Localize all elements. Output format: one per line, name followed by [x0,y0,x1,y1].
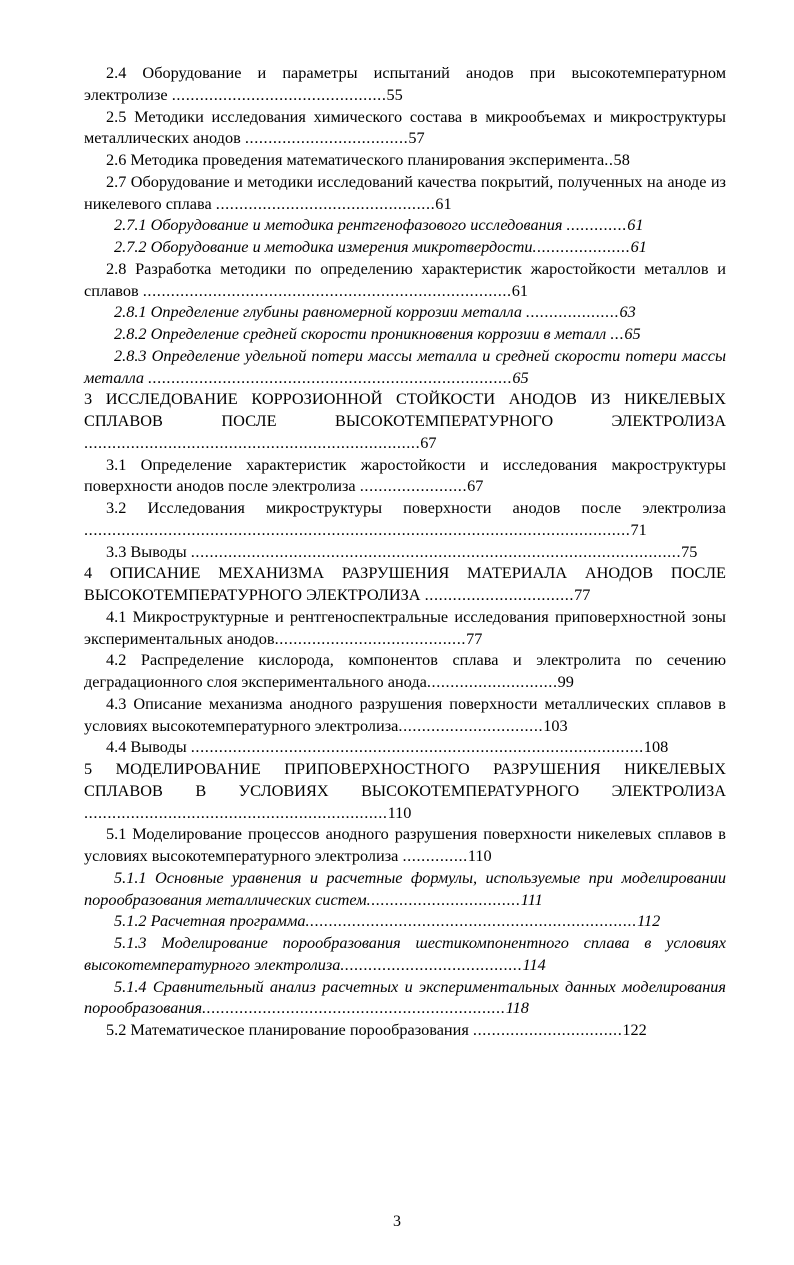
toc-entry-page: 55 [386,84,403,104]
toc-entry-page: 77 [574,585,591,604]
toc-entry-title: 5.1 Моделирование процессов анодного разрушения поверхности никелевых сплавов в условиях высокотемпературного электролиза [84,824,726,865]
toc-entry-title: 2.7.1 Оборудование и методика рентгенофазового исследования [114,215,567,235]
toc-entry-leader: ....................................................................... [305,911,638,931]
toc-entry-tail [191,542,698,561]
toc-entry-page: 61 [435,193,452,213]
toc-entry-page: 111 [520,889,543,909]
toc-entry-leader: ............................ [426,672,558,691]
toc-entry[interactable] [84,388,726,453]
toc-entry-tail [566,215,643,234]
toc-entry-title: 2.8.1 Определение глубины равномерной коррозии металла [114,302,527,322]
toc-entry-page: 61 [511,280,529,300]
toc-entry-page: 71 [630,519,647,539]
toc-entry[interactable] [84,454,726,498]
toc-entry-page: 65 [624,324,641,343]
toc-entry-title: 4.1 Микроструктурные и рентгеноспектральные исследования приповерхностной зоны экспериментальных анодов [84,606,726,648]
toc-entry-title: 5.1.2 Расчетная программа [114,911,306,931]
toc-entry-title: 3.2 Исследования микроструктуры поверхности анодов после электролиза [106,498,726,517]
toc-entry[interactable] [84,606,726,650]
toc-entry-tail [367,890,543,909]
toc-entry-tail [533,237,647,256]
toc-entry-page: 112 [637,911,661,931]
toc-entry-page: 77 [466,628,483,648]
toc-entry-title: 3 ИССЛЕДОВАНИЕ КОРРОЗИОННОЙ СТОЙКОСТИ АНОДОВ ИЗ НИКЕЛЕВЫХ СПЛАВОВ ПОСЛЕ ВЫСОКОТЕМПЕРАТУРНОГО ЭЛЕКТРОЛИЗА [84,389,726,430]
toc-entry-title: 4.2 Распределение кислорода, компонентов сплава и электролита по сечению деградационного слоя экспериментального анода [84,650,726,691]
toc-entry-tail [610,324,640,343]
toc-entry-tail [191,737,668,756]
toc-entry-page: 108 [643,737,669,757]
toc-entry-leader: .............. [402,846,468,865]
toc-entry-leader: ............................................... [215,193,436,213]
toc-entry-tail [526,302,636,321]
toc-entry-page: 75 [681,541,698,561]
toc-entry-leader: ..................... [532,237,631,256]
table-of-contents [84,62,726,1041]
toc-entry[interactable] [84,932,726,976]
toc-entry-tail [148,368,529,387]
toc-entry-leader: ........................................................................ [84,432,421,452]
toc-entry-title: 2.6 Методика проведения математического планирования эксперимента [106,150,605,169]
toc-entry-tail [473,1020,647,1039]
toc-entry-tail [84,803,411,822]
toc-entry-page: 122 [622,1020,647,1039]
toc-entry-title: 2.8 Разработка методики по определению характеристик жаростойкости металлов и сплавов [84,258,726,300]
toc-entry-title: 5.1.3 Моделирование порообразования шестикомпонентного сплава в условиях высокотемпературного электролиза [84,933,726,974]
toc-entry[interactable] [84,106,726,150]
toc-entry[interactable] [84,497,726,541]
toc-entry-tail [275,629,483,648]
toc-entry-page: 61 [627,215,644,235]
toc-entry-tail [202,998,529,1017]
toc-entry-title: 2.8.3 Определение удельной потери массы металла и средней скорости потери массы металла [84,345,726,387]
toc-entry-tail [216,194,452,213]
toc-entry[interactable] [84,258,726,302]
toc-entry-page: 67 [420,432,437,452]
toc-entry-leader: ................................... [244,128,409,148]
toc-entry-leader: ......................................... [274,628,467,648]
toc-entry-title: 4.4 Выводы [106,737,191,757]
toc-entry-title: 5 МОДЕЛИРОВАНИЕ ПРИПОВЕРХНОСТНОГО РАЗРУШЕНИЯ НИКЕЛЕВЫХ СПЛАВОВ В УСЛОВИЯХ ВЫСОКОТЕМПЕРАТУРНОГО ЭЛЕКТРОЛИЗА [84,759,726,800]
toc-entry-title: 5.1.4 Сравнительный анализ расчетных и экспериментальных данных моделирования порообразования [84,976,726,1018]
toc-entry-leader: ................................ [472,1020,623,1039]
toc-entry[interactable] [84,910,726,932]
toc-entry-page: 114 [522,954,546,974]
toc-entry-title: 2.8.2 Определение средней скорости проникновения коррозии в металл [114,324,611,343]
toc-entry-tail [143,281,528,300]
toc-entry-page: 58 [613,150,630,169]
toc-entry-leader: ... [610,324,625,343]
toc-entry-leader: .. [604,150,614,169]
toc-entry-title: 5.1.1 Основные уравнения и расчетные формулы, используемые при моделировании порообразования металлических систем [84,867,726,909]
toc-entry[interactable] [84,236,726,258]
toc-entry-tail [604,150,630,169]
toc-entry-leader: ............. [566,215,628,235]
toc-entry-leader: ......................................................................................................... [190,541,682,561]
toc-entry-page: 63 [619,302,636,322]
toc-entry[interactable] [84,649,726,693]
toc-entry-tail [402,846,491,865]
toc-entry-leader: .............................................. [171,84,387,104]
toc-entry-leader: .................... [526,302,620,322]
toc-entry-leader: ..................................................................................................................... [84,519,631,539]
toc-entry[interactable] [84,345,726,389]
toc-entry-title: 2.4 Оборудование и параметры испытаний анодов при высокотемпературном электролизе [84,63,726,104]
toc-entry-page: 118 [505,998,529,1018]
toc-entry-title: 2.5 Методики исследования химического состава в микрообъемах и микроструктуры металлических анодов [84,106,726,148]
toc-entry-tail [84,433,437,452]
toc-entry[interactable] [84,562,726,606]
toc-entry-page: 61 [630,237,647,256]
toc-entry[interactable] [84,323,726,345]
toc-entry[interactable] [84,1019,726,1041]
toc-entry[interactable] [84,867,726,911]
toc-entry-title: 5.2 Математическое планирование порообразования [106,1020,473,1039]
toc-entry[interactable] [84,758,726,823]
toc-entry-tail [425,585,591,604]
toc-entry-title: 3.3 Выводы [106,541,191,561]
toc-entry-tail [427,672,574,691]
toc-entry-page: 67 [467,476,484,496]
page-number: 3 [393,1213,401,1230]
toc-entry-page: 110 [467,846,492,865]
toc-entry-leader: ................................................................. [202,998,506,1018]
toc-entry-page: 57 [408,128,425,148]
toc-entry-tail [360,476,484,495]
toc-entry-page: 110 [387,802,412,822]
toc-entry-leader: ................................ [424,585,575,604]
toc-entry-title: 3.1 Определение характеристик жаростойкости и исследования макроструктуры поверхности анодов после электролиза [84,454,726,496]
toc-entry[interactable] [84,214,726,236]
toc-entry-tail [398,716,567,735]
toc-entry-page: 65 [512,367,529,387]
toc-entry[interactable] [84,976,726,1020]
toc-entry-page: 99 [557,672,574,691]
toc-entry-tail [172,85,403,104]
toc-entry-leader: ................................................................................................. [190,737,644,757]
toc-entry-leader: ................................. [366,889,521,909]
toc-entry-leader: .............................................................................. [148,367,513,387]
toc-entry-title: 4 ОПИСАНИЕ МЕХАНИЗМА РАЗРУШЕНИЯ МАТЕРИАЛА АНОДОВ ПОСЛЕ ВЫСОКОТЕМПЕРАТУРНОГО ЭЛЕКТРОЛИЗА [84,563,726,604]
toc-entry[interactable] [84,149,726,171]
toc-entry[interactable] [84,736,726,758]
toc-entry[interactable] [84,301,726,323]
toc-entry-title: 4.3 Описание механизма анодного разрушения поверхности металлических сплавов в условиях высокотемпературного электролиза [84,693,726,735]
toc-entry-leader: ................................................................. [84,802,388,822]
toc-entry-leader: ............................... [398,715,544,735]
toc-entry-title: 2.7 Оборудование и методики исследований качества покрытий, полученных на аноде из никелевого сплава [84,171,726,213]
toc-entry-page: 103 [543,715,568,735]
toc-entry[interactable] [84,541,726,563]
toc-entry-tail [84,520,647,539]
toc-entry[interactable] [84,693,726,737]
toc-entry[interactable] [84,823,726,867]
toc-entry[interactable] [84,171,726,215]
toc-entry-leader: ............................................................................... [142,280,512,300]
toc-entry-tail [245,128,425,147]
toc-entry[interactable] [84,62,726,106]
toc-entry-leader: ....................................... [340,954,523,974]
toc-entry-leader: ....................... [359,476,468,496]
toc-entry-tail [340,955,545,974]
toc-entry-title: 2.7.2 Оборудование и методика измерения микротвердости [114,237,533,256]
toc-entry-tail [305,911,660,930]
